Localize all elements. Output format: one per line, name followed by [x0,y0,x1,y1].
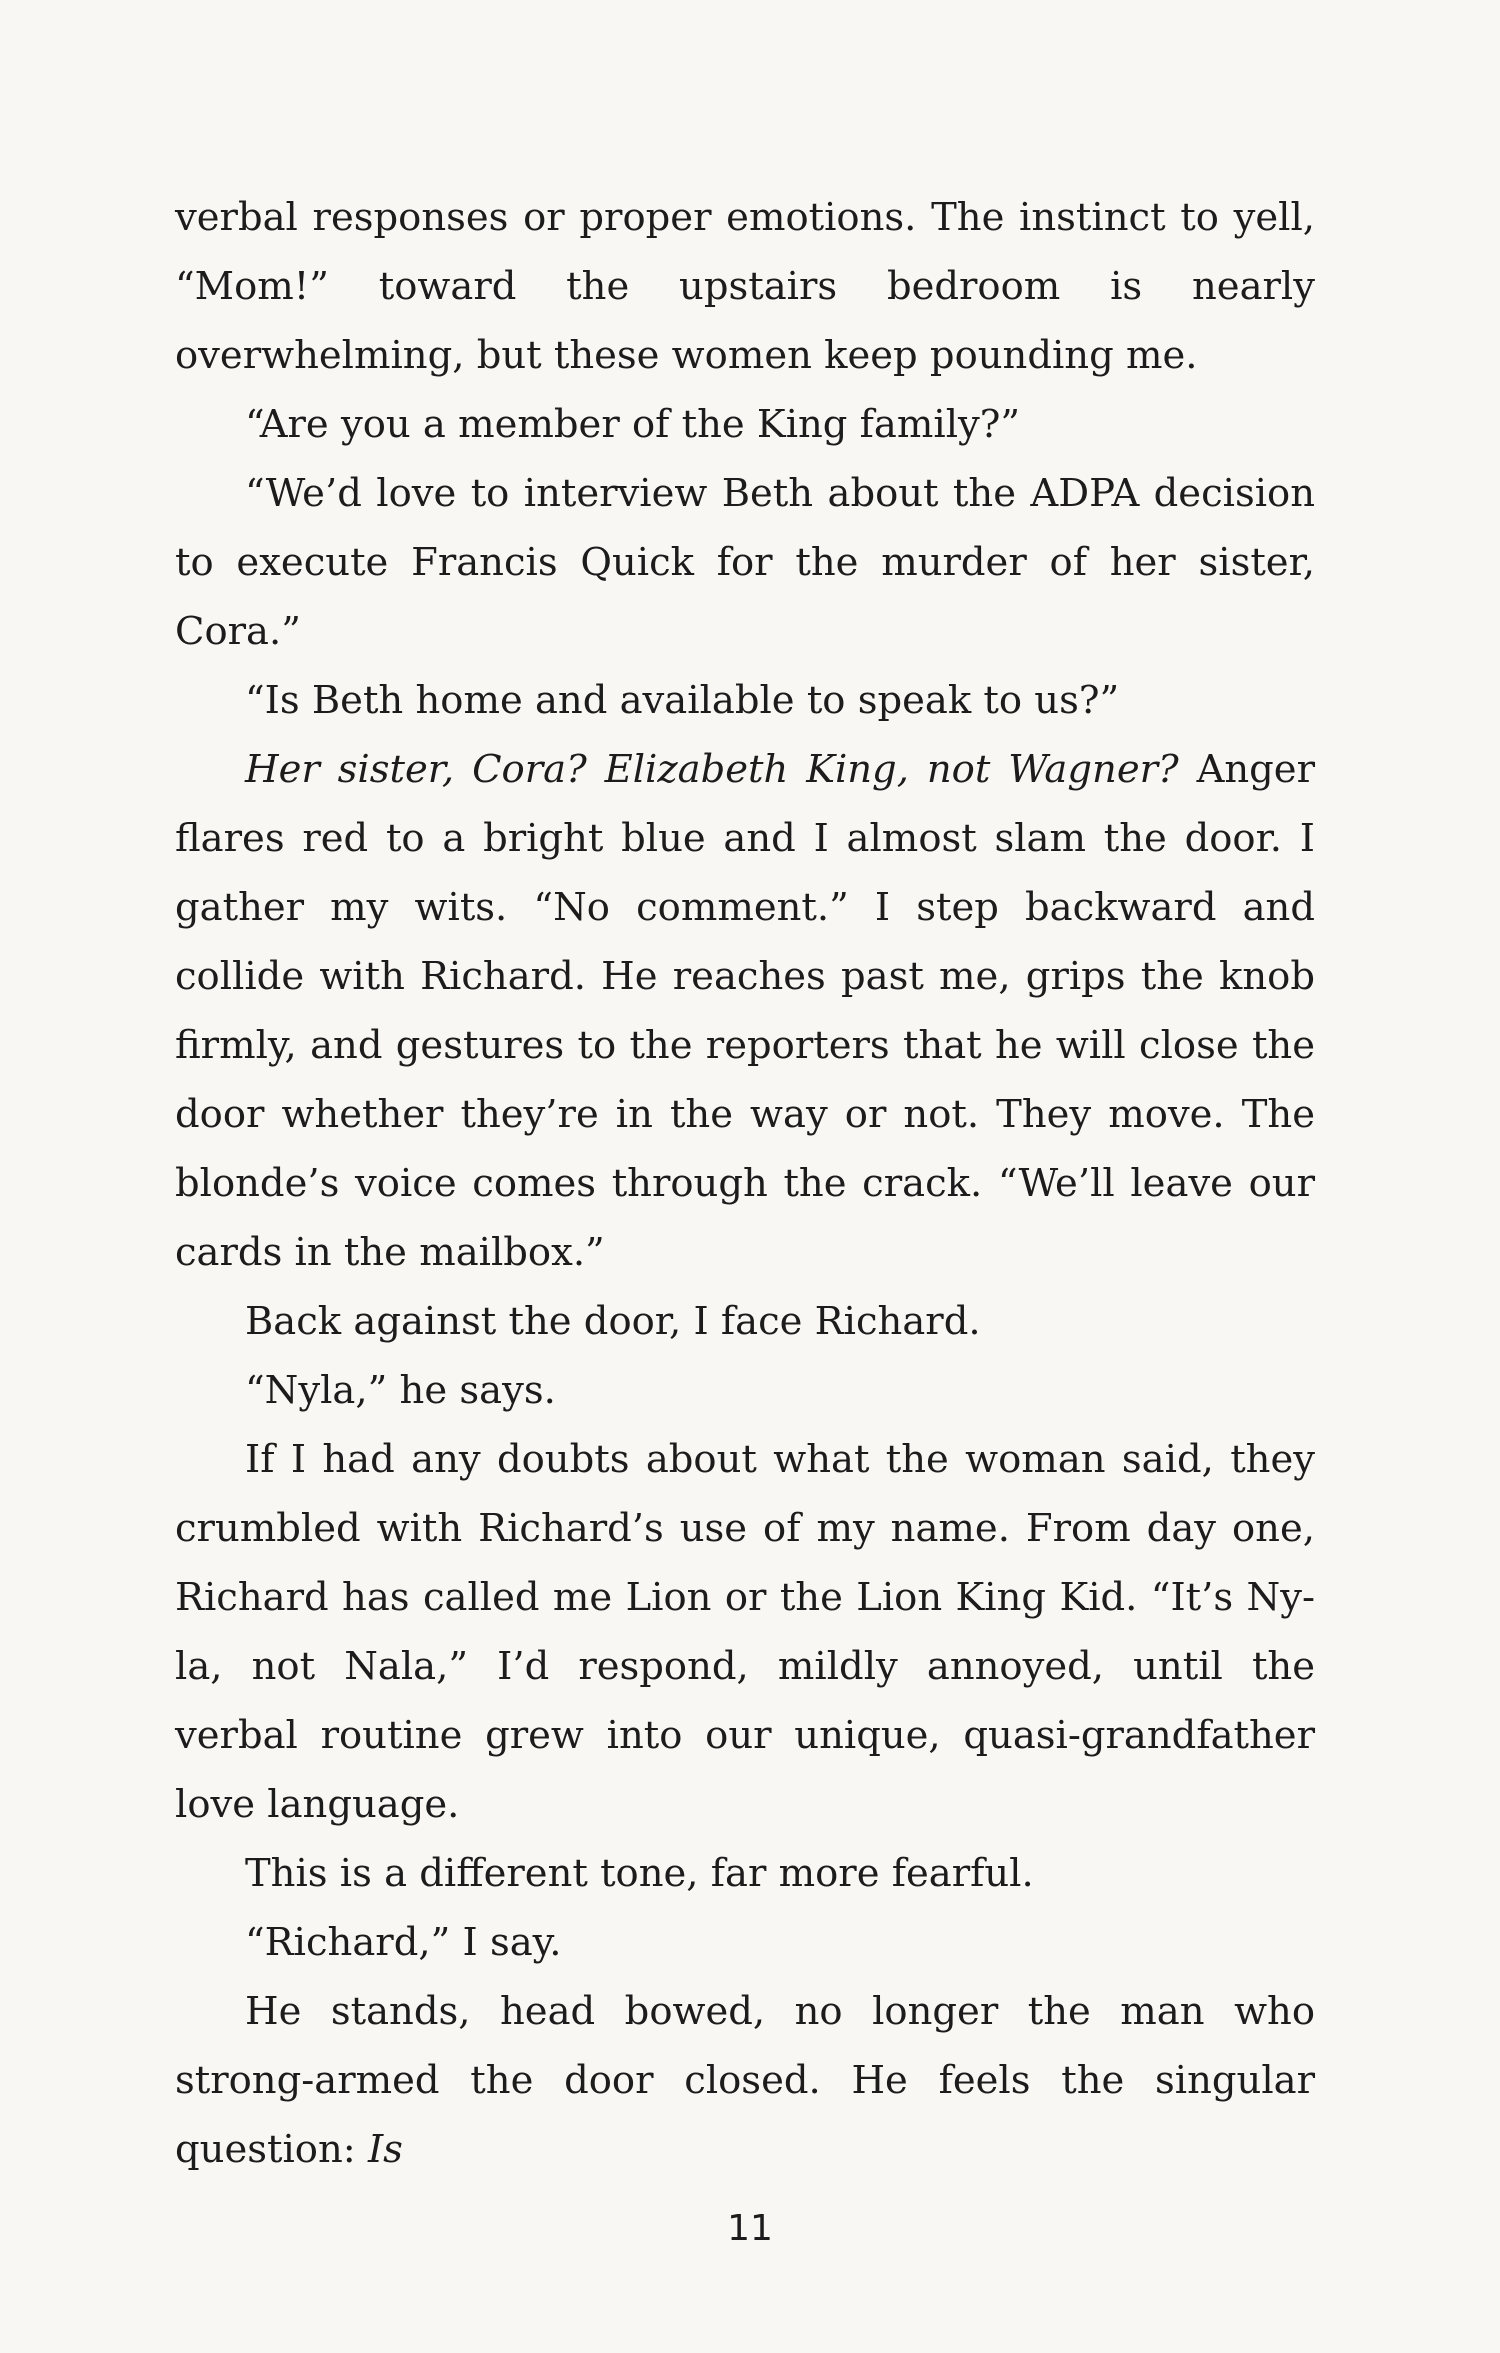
paragraph: “We’d love to interview Beth about the ADPA decision to execute Francis Quick for the murder of her sister, Cora.” [175,471,1315,654]
paragraph: verbal responses or proper emotions. The instinct to yell, “Mom!” toward the upstairs bedroom is nearly overwhelming, but these women keep pounding me. [175,195,1315,378]
italic-word: Is [367,2127,403,2172]
paragraph: This is a different tone, far more fearful. [245,1851,1034,1896]
body-text [175,183,1315,2184]
paragraph: “Is Beth home and available to speak to us?” [245,678,1120,723]
italic-thought: Her sister, Cora? Elizabeth King, not Wagner? [245,747,1179,792]
paragraph: He stands, head bowed, no longer the man who strong-armed the door closed. He feels the singular question: Is [175,1989,1315,2172]
paragraph: “Richard,” I say. [245,1920,562,1965]
paragraph: “Are you a member of the King family?” [245,402,1021,447]
paragraph: Back against the door, I face Richard. [245,1299,981,1344]
paragraph: “Nyla,” he says. [245,1368,556,1413]
page-number: 11 [727,2208,773,2249]
paragraph: Her sister, Cora? Elizabeth King, not Wagner? Anger flares red to a bright blue and I almost slam the door. I gather my wits. “No comment.” I step backward and collide with Richard. He reaches past me, grips the knob firmly, and gestures to the reporters that he will close the door whether they’re in the way or not. They move. The blonde’s voice comes through the crack. “We’ll leave our cards in the mailbox.” [175,747,1315,1275]
paragraph: If I had any doubts about what the woman said, they crumbled with Richard’s use of my name. From day one, Richard has called me Lion or the Lion King Kid. “It’s Ny-la, not Nala,” I’d respond, mildly annoyed, until the verbal routine grew into our unique, quasi-grandfather love language. [175,1437,1315,1827]
